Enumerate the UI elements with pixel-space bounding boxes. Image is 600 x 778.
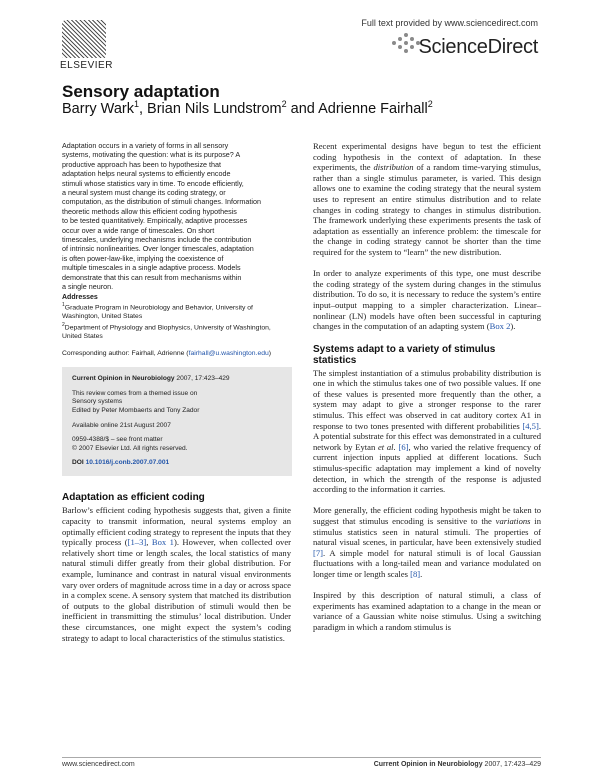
author-name: and Adrienne Fairhall — [286, 100, 428, 117]
fulltext-note[interactable]: Full text provided by www.sciencedirect.com — [361, 18, 538, 28]
author-name: Barry Wark — [62, 100, 134, 117]
addresses-block — [62, 294, 317, 343]
abstract-line: multiple timescales in a single adaptive process. Models — [62, 263, 241, 273]
footer-site-link[interactable]: www.sciencedirect.com — [62, 761, 135, 768]
doi-link[interactable]: 10.1016/j.conb.2007.07.001 — [85, 459, 170, 467]
abstract-line: to be tested quantitatively. Empirically, adaptive processes — [62, 216, 248, 226]
article-info-box — [62, 367, 292, 476]
abstract-line: systems, motivating the question: what is its purpose? A — [62, 150, 241, 160]
theme-line: This review comes from a themed issue on — [72, 389, 198, 397]
addresses-heading: Addresses — [62, 293, 98, 301]
reference-link[interactable]: [7] — [313, 547, 324, 558]
body-paragraph: More generally, the efficient coding hypothesis might be taken to suggest that stimulus encoding is sensitive to the variations in stimulus statistics seen in natural stimuli. The properties of natural visual scenes, in particular, have been extensively studied [7]. A simple model for natural stimuli is of local Gaussian fluctuations with a long-tailed mean and variance modulated on longer time or length scales [8]. — [313, 505, 541, 579]
body-paragraph: In order to analyze experiments of this type, one must describe the coding strategy of the system during changes in the stimulus distribution. To do so, it is necessary to reduce the system’s entire input–output mapping to a simpler characterization. Linear–nonlinear (LN) models have often been successful in capturing changes in the computation of an adapting system (Box 2). — [313, 268, 541, 332]
abstract — [62, 141, 317, 292]
sciencedirect-dots-icon — [392, 33, 422, 57]
body-paragraph: Recent experimental designs have begun to test the efficient coding hypothesis in the context of adaptation. In these experiments, the distribution of a random time-varying stimulus, rather than a single stimulus parameter, is varied. This design allows one to examine the coding strategy that the neural system uses to represent an entire stimulus distribution and to relate changes in coding strategy to changes in stimulus distribution. The framework underlying these experiments presents the task of adaptation as essentially an inference problem: the timescale for the change in coding strategy cannot be shorter than the time required for the system to “learn” the new distribution. — [313, 141, 541, 257]
author-list — [62, 99, 433, 117]
section-heading: Adaptation as efficient coding — [62, 491, 205, 503]
corresponding-author: Corresponding author: Fairhall, Adrienne (fairhall@u.washington.edu) — [62, 350, 272, 358]
right-column — [313, 141, 541, 633]
author-name: , Brian Nils Lundstrom — [138, 100, 282, 117]
abstract-line: productive approach has been to hypothesize that — [62, 159, 222, 169]
abstract-line: adaptation helps neural systems to efficiently encode — [62, 169, 231, 179]
abstract-line: computation, as the distribution of stimuli changes. Information — [62, 197, 261, 207]
elsevier-tree-logo — [62, 20, 106, 58]
author-affiliation-mark: 1 — [133, 99, 139, 109]
abstract-line: Adaptation occurs in a variety of forms in all sensory — [62, 141, 229, 150]
footer-citation: Current Opinion in Neurobiology 2007, 17:423–429 — [373, 761, 541, 768]
journal-citation: Current Opinion in Neurobiology 2007, 17:423–429 — [72, 375, 230, 383]
abstract-line: of intrinsic nonlinearities. Over longer timescales, adaptation — [62, 244, 254, 254]
author-affiliation-mark: 2 — [281, 99, 287, 109]
box-link[interactable]: Box 1 — [151, 537, 174, 548]
body-paragraph: Barlow’s efficient coding hypothesis suggests that, given a finite capacity to transmit information, neural systems employ an optimally efficient coding strategy to represent the inputs that they typically process ([1–3], Box 1). However, when collected over relatively short time or length scales, the local statistics of many natural stimuli differ greatly from their global distribution. For example, luminance and contrast in natural visual environments vary over orders of magnitude across time in a day or across space in a complex scene. A sensory system that matched its distribution of outputs to the global distribution of stimuli would then be inefficient in transmitting the stimulus’ local distribution. Under these circumstances, one might expect the system’s coding strategy to adapt to local characteristics of the stimulus statistics. — [62, 505, 291, 643]
doi-line: DOI 10.1016/j.conb.2007.07.001 — [72, 459, 170, 467]
sciencedirect-logo[interactable]: ScienceDirect — [418, 36, 538, 58]
address-1: $^1$Graduate Program in Neurobiology and Behavior, University of — [62, 301, 253, 311]
abstract-line: timescales, underlying mechanisms include the contribution — [62, 235, 252, 245]
address-1-cont: Washington, United States — [62, 312, 143, 320]
email-link[interactable]: fairhall@u.washington.edu — [188, 350, 269, 358]
copyright-line: © 2007 Elsevier Ltd. All rights reserved. — [72, 444, 188, 452]
reference-link[interactable]: [1–3] — [127, 537, 147, 548]
abstract-line: occur over a wide range of timescales. On short — [62, 225, 215, 235]
reference-link[interactable]: [6] — [398, 441, 409, 452]
issn-line: 0959-4388/$ – see front matter — [72, 436, 163, 444]
author-affiliation-mark: 2 — [427, 99, 433, 109]
left-column — [62, 141, 317, 643]
abstract-line: a single neuron. — [62, 282, 114, 292]
abstract-line: theoretic methods allow this efficient coding hypothesis — [62, 206, 237, 216]
page-header — [0, 0, 600, 82]
abstract-line: a neural system must change its coding strategy, or — [62, 188, 226, 198]
section-heading: Systems adapt to a variety of stimulus statistics — [313, 343, 496, 367]
article-title: Sensory adaptation — [62, 82, 220, 101]
address-2: $^2$Department of Physiology and Biophysics, University of Washington, — [62, 322, 271, 332]
abstract-line: is often power-law-like, implying the coexistence of — [62, 253, 224, 263]
body-paragraph: The simplest instantiation of a stimulus probability distribution is one in which the stimulus takes one of two possible values. If one of these values is presented more frequently than the other, a system may adapt to give a stronger response to the rarer stimulus. This effect was observed in cat auditory cortex A1 in response to two tones presented with different probabilities [4,5]. A potential substrate for this effect was demonstrated in a cultured network by Eytan et al. [6], who varied the relative frequency of current injection inputs applied at different locations. Such stimulus-specific adaptation may implement a kind of novelty detection, in which the strength of the response is adjusted according to the information it carries. — [313, 367, 542, 495]
abstract-line: stimuli whose statistics vary in time. To encode efficiently, — [62, 178, 244, 188]
reference-link[interactable]: [4,5] — [522, 420, 539, 431]
publisher-name: ELSEVIER — [60, 60, 113, 71]
abstract-line: demonstrate that this can result from mechanisms within — [62, 272, 242, 282]
address-2-cont: United States — [62, 333, 103, 341]
available-online: Available online 21st August 2007 — [72, 421, 171, 429]
reference-link[interactable]: [8] — [410, 568, 421, 579]
theme-name: Sensory systems — [72, 398, 123, 406]
page-footer — [62, 757, 541, 771]
body-paragraph: Inspired by this description of natural stimuli, a class of experiments has examined adaptation to a change in the mean or variance of a Gaussian white noise stimulus. Using a switching paradigm in which a random stimulus is — [313, 590, 541, 632]
box-link[interactable]: Box 2 — [489, 321, 511, 332]
editors-line: Edited by Peter Mombaerts and Tony Zador — [72, 407, 200, 414]
